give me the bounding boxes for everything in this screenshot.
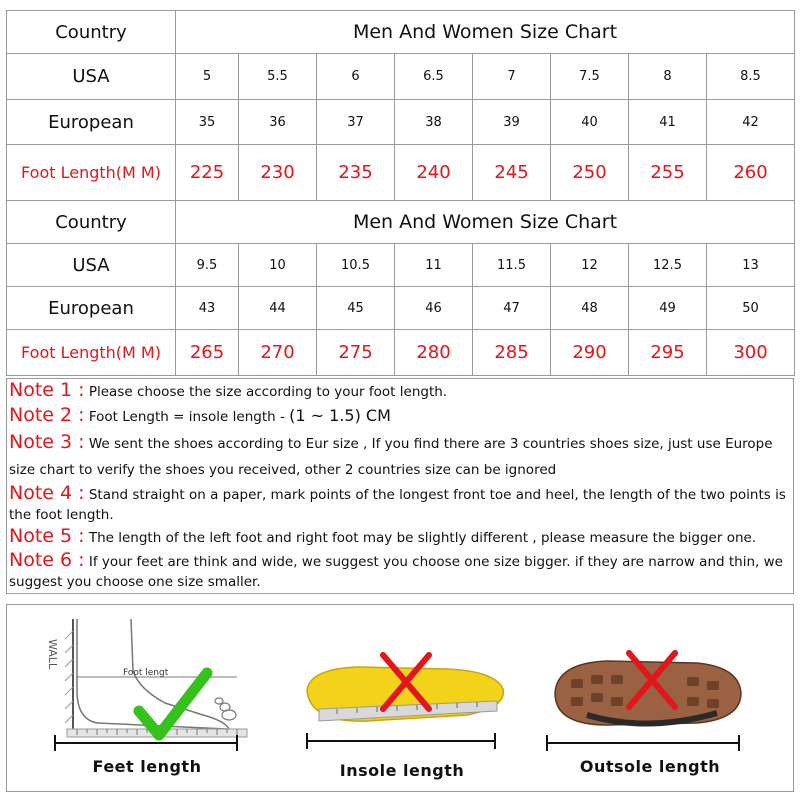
row-label: Foot Length(M M) (7, 145, 176, 201)
size-cell: 8 (629, 54, 707, 100)
size-cell: 6.5 (395, 54, 473, 100)
size-cell: 230 (239, 145, 317, 201)
note-6 (9, 550, 791, 592)
usa-row (7, 244, 795, 287)
size-cell: 11.5 (473, 244, 551, 287)
size-cell: 8.5 (707, 54, 795, 100)
size-cell: 12 (551, 244, 629, 287)
feet-measure-illustration (27, 611, 257, 751)
insole-length-bracket (303, 731, 499, 751)
size-cell: 41 (629, 100, 707, 145)
table-header-row (7, 201, 795, 244)
note-text-formula: (1 ~ 1.5) CM (289, 406, 391, 425)
size-cell: 11 (395, 244, 473, 287)
row-label: USA (7, 244, 176, 287)
note-5 (9, 525, 791, 550)
size-cell: 245 (473, 145, 551, 201)
notes-section (6, 378, 794, 594)
size-cell: 12.5 (629, 244, 707, 287)
outsole-illustration (547, 649, 747, 739)
size-cell: 39 (473, 100, 551, 145)
size-cell: 7 (473, 54, 551, 100)
size-cell: 275 (317, 330, 395, 376)
note-text: The length of the left foot and right foot may be slightly different , please measure the bigger one. (88, 530, 757, 546)
size-cell: 260 (707, 145, 795, 201)
size-cell: 225 (176, 145, 239, 201)
chart-title: Men And Women Size Chart (176, 201, 795, 244)
chart-title: Men And Women Size Chart (176, 11, 795, 54)
size-table-1 (6, 10, 795, 201)
country-label: Country (7, 11, 176, 54)
row-label: Foot Length(M M) (7, 330, 176, 376)
feet-length-caption: Feet length (92, 757, 202, 776)
size-cell: 270 (239, 330, 317, 376)
note-label: Note 3 : (9, 431, 85, 453)
size-cell: 5.5 (239, 54, 317, 100)
size-cell: 13 (707, 244, 795, 287)
european-row (7, 287, 795, 330)
size-cell: 35 (176, 100, 239, 145)
note-1 (9, 379, 791, 404)
size-cell: 38 (395, 100, 473, 145)
size-cell: 255 (629, 145, 707, 201)
size-cell: 47 (473, 287, 551, 330)
size-table-2 (6, 200, 795, 376)
size-cell: 235 (317, 145, 395, 201)
country-label: Country (7, 201, 176, 244)
foot-length-label: Foot lengt (123, 668, 169, 678)
note-3 (9, 429, 791, 483)
insole-length-caption: Insole length (339, 761, 465, 780)
note-label: Note 1 : (9, 379, 85, 401)
feet-length-bracket (51, 733, 241, 753)
size-cell: 36 (239, 100, 317, 145)
size-cell: 6 (317, 54, 395, 100)
size-cell: 46 (395, 287, 473, 330)
note-text: Stand straight on a paper, mark points of the longest front toe and heel, the length of the two points is the foot length. (9, 487, 786, 523)
size-cell: 250 (551, 145, 629, 201)
note-2 (9, 404, 791, 429)
outsole-length-caption: Outsole length (579, 757, 721, 776)
note-label: Note 6 : (9, 549, 85, 571)
size-cell: 285 (473, 330, 551, 376)
size-cell: 295 (629, 330, 707, 376)
note-text: Foot Length = insole length - (88, 409, 285, 425)
note-label: Note 5 : (9, 525, 85, 547)
wall-label: WALL (46, 639, 59, 670)
size-cell: 49 (629, 287, 707, 330)
size-cell: 10 (239, 244, 317, 287)
check-icon (139, 673, 207, 735)
measurement-illustrations (6, 604, 794, 792)
row-label: European (7, 100, 176, 145)
note-4 (9, 483, 791, 525)
outsole-length-bracket (543, 733, 743, 753)
usa-row (7, 54, 795, 100)
size-cell: 280 (395, 330, 473, 376)
size-cell: 40 (551, 100, 629, 145)
size-cell: 5 (176, 54, 239, 100)
table-header-row (7, 11, 795, 54)
size-cell: 42 (707, 100, 795, 145)
size-cell: 300 (707, 330, 795, 376)
foot-length-row (7, 145, 795, 201)
size-cell: 37 (317, 100, 395, 145)
row-label: European (7, 287, 176, 330)
size-cell: 45 (317, 287, 395, 330)
note-text: We sent the shoes according to Eur size , If you find there are 3 countries shoes size, just use Europe size chart to verify the shoes you received, other 2 countries size can be ignored (9, 436, 773, 478)
size-cell: 10.5 (317, 244, 395, 287)
european-row (7, 100, 795, 145)
note-text: Please choose the size according to your foot length. (88, 384, 448, 400)
note-label: Note 4 : (9, 482, 85, 504)
size-cell: 44 (239, 287, 317, 330)
size-cell: 265 (176, 330, 239, 376)
note-label: Note 2 : (9, 404, 85, 426)
size-cell: 48 (551, 287, 629, 330)
size-cell: 43 (176, 287, 239, 330)
note-text: If your feet are think and wide, we suggest you choose one size bigger. if they are narrow and thin, we suggest you choose one size smaller. (9, 554, 783, 590)
row-label: USA (7, 54, 176, 100)
size-cell: 9.5 (176, 244, 239, 287)
size-cell: 240 (395, 145, 473, 201)
foot-length-row (7, 330, 795, 376)
size-cell: 7.5 (551, 54, 629, 100)
insole-illustration (297, 651, 517, 741)
size-cell: 50 (707, 287, 795, 330)
size-cell: 290 (551, 330, 629, 376)
